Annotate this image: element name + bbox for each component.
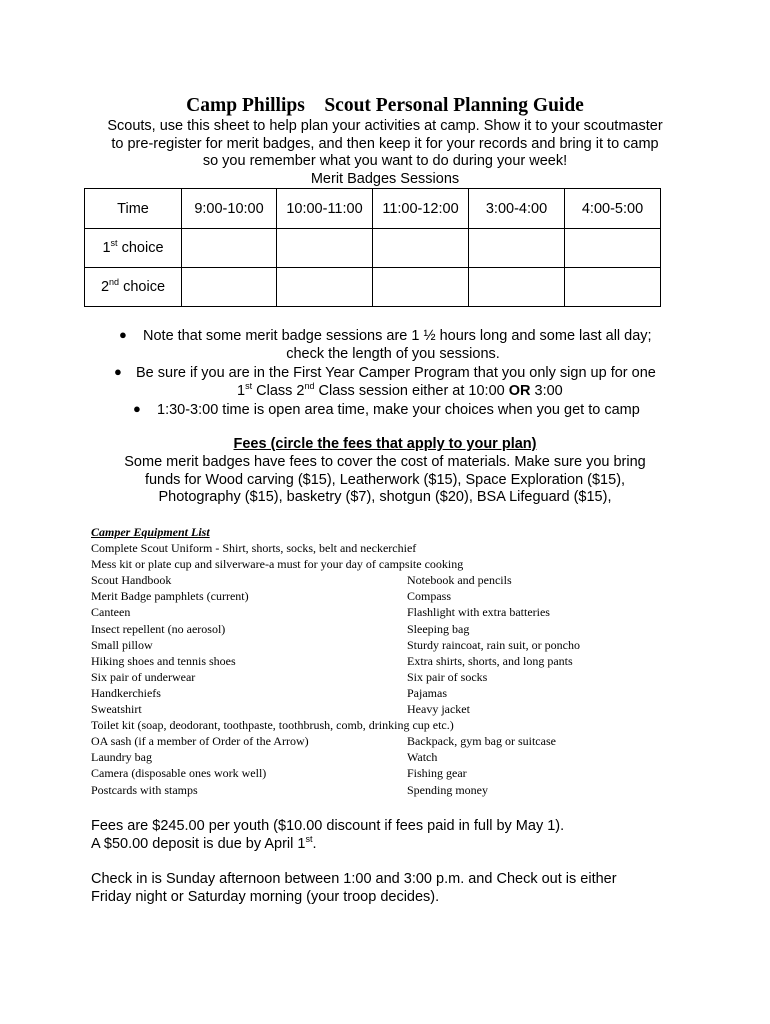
list-item: Hiking shoes and tennis shoes Extra shirts, shorts, and long pants (91, 653, 573, 668)
bullet-icon: ● (114, 364, 122, 379)
choice-cell[interactable] (182, 229, 277, 268)
checkin-line: Friday night or Saturday morning (your troop decides). (91, 889, 440, 905)
list-item: Merit Badge pamphlets (current) Compass (91, 589, 452, 604)
list-item: Complete Scout Uniform - Shirt, shorts, socks, belt and neckerchief (91, 541, 417, 556)
fees-heading: Fees (circle the fees that apply to your plan) (233, 436, 537, 452)
fee-line: Fees are $245.00 per youth ($10.00 discount if fees paid in full by May 1). (91, 818, 565, 834)
choice-cell[interactable] (182, 268, 277, 307)
list-item: OA sash (if a member of Order of the Arrow) Backpack, gym bag or suitcase (91, 734, 556, 749)
choice-cell[interactable] (373, 268, 469, 307)
bullet-first-year: Be sure if you are in the First Year Camper Program that you only sign up for one 1st Class 2nd Class session either at 10:00 OR 3:00 (136, 365, 656, 399)
time-slot-header: 9:00-10:00 (182, 189, 277, 229)
row-label: 2nd choice (85, 268, 182, 307)
choice-cell[interactable] (469, 229, 565, 268)
page-title (0, 94, 770, 118)
list-item: Handkerchiefs Pajamas (91, 685, 447, 700)
list-item: Camera (disposable ones work well) Fishing gear (91, 766, 467, 781)
first-choice-row (85, 229, 661, 268)
choice-cell[interactable] (277, 268, 373, 307)
list-item: Six pair of underwear Six pair of socks (91, 669, 488, 684)
list-item: Mess kit or plate cup and silverware-a must for your day of campsite cooking (91, 557, 464, 572)
choice-cell[interactable] (565, 229, 661, 268)
equipment-heading: Camper Equipment List (91, 525, 210, 539)
time-slot-header: 10:00-11:00 (277, 189, 373, 229)
intro-paragraph (70, 118, 700, 188)
camp-name: Camp Phillips (186, 95, 305, 116)
intro-line: so you remember what you want to do during your week! (202, 153, 568, 169)
table-header-row (85, 189, 661, 229)
closing-info (91, 817, 617, 906)
fees-text: Some merit badges have fees to cover the cost of materials. Make sure you bring funds for Wood carving ($15), Leatherwork ($15), Space Exploration ($15), Photography ($15), basketry ($7), shotgun ($20), BSA Lifeguard ($15), (124, 454, 646, 505)
bullet-icon: ● (133, 401, 141, 416)
choice-cell[interactable] (469, 268, 565, 307)
time-slot-header: 3:00-4:00 (469, 189, 565, 229)
bullet-open-time: 1:30-3:00 time is open area time, make your choices when you get to camp (157, 402, 640, 418)
equipment-list (91, 524, 580, 798)
intro-line: to pre-register for merit badges, and then keep it for your records and bring it to camp (111, 135, 659, 152)
list-item: Sweatshirt Heavy jacket (91, 702, 470, 717)
row-label: 1st choice (85, 229, 182, 268)
merit-badge-schedule-table (84, 188, 661, 307)
guide-title: Scout Personal Planning Guide (324, 95, 584, 116)
sessions-heading: Merit Badges Sessions (310, 170, 460, 187)
list-item: Small pillow Sturdy raincoat, rain suit, or poncho (91, 637, 580, 652)
list-item: Laundry bag Watch (91, 750, 438, 765)
bullet-note-sessions: Note that some merit badge sessions are 1 ½ hours long and some last all day; check the length of you sessions. (143, 328, 652, 362)
intro-line: Scouts, use this sheet to help plan your activities at camp. Show it to your scoutmaster (107, 118, 663, 134)
choice-cell[interactable] (565, 268, 661, 307)
time-header-cell: Time (85, 189, 182, 229)
choice-cell[interactable] (277, 229, 373, 268)
time-slot-header: 11:00-12:00 (373, 189, 469, 229)
list-item: Canteen Flashlight with extra batteries (91, 605, 550, 620)
deposit-line: A $50.00 deposit is due by April 1st. (91, 834, 317, 852)
list-item: Scout Handbook Notebook and pencils (91, 573, 512, 588)
list-item: Insect repellent (no aerosol) Sleeping bag (91, 621, 470, 636)
choice-cell[interactable] (373, 229, 469, 268)
second-choice-row (85, 268, 661, 307)
checkin-line: Check in is Sunday afternoon between 1:00 and 3:00 p.m. and Check out is either (91, 871, 617, 887)
time-slot-header: 4:00-5:00 (565, 189, 661, 229)
list-item: Toilet kit (soap, deodorant, toothpaste, toothbrush, comb, drinking cup etc.) (91, 718, 454, 733)
list-item: Postcards with stamps Spending money (91, 782, 488, 797)
bullet-icon: ● (119, 327, 127, 342)
